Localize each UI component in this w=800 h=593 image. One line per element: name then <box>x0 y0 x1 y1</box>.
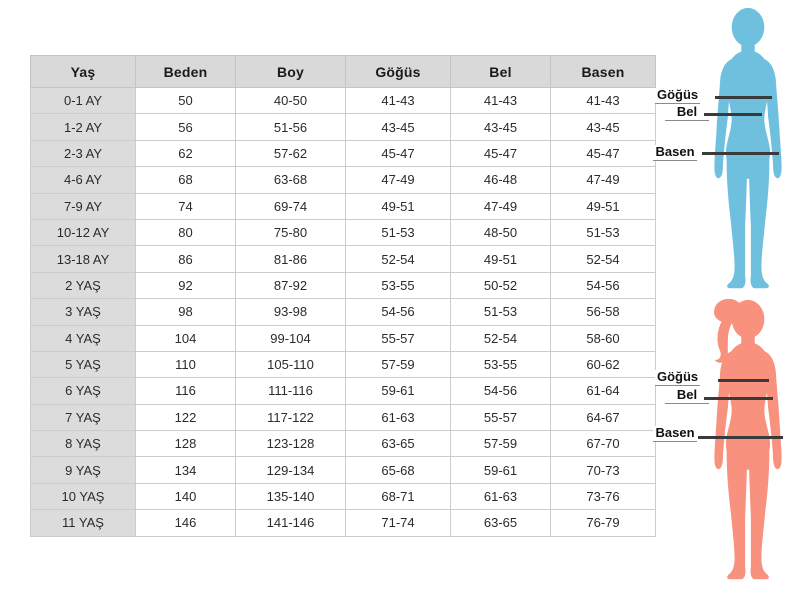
table-cell: 10-12 AY <box>31 219 136 245</box>
table-cell: 61-64 <box>551 378 656 404</box>
table-cell: 45-47 <box>451 140 551 166</box>
girl-hip-measure <box>653 424 697 442</box>
table-cell: 8 YAŞ <box>31 431 136 457</box>
column-header: Bel <box>451 56 551 88</box>
table-cell: 54-56 <box>346 299 451 325</box>
table-cell: 54-56 <box>451 378 551 404</box>
table-cell: 53-55 <box>346 272 451 298</box>
table-cell: 40-50 <box>236 88 346 114</box>
table-cell: 51-53 <box>551 219 656 245</box>
table-cell: 3 YAŞ <box>31 299 136 325</box>
table-row <box>31 325 656 351</box>
table-cell: 92 <box>136 272 236 298</box>
table-cell: 64-67 <box>551 404 656 430</box>
table-cell: 48-50 <box>451 219 551 245</box>
table-cell: 93-98 <box>236 299 346 325</box>
table-cell: 45-47 <box>551 140 656 166</box>
table-cell: 41-43 <box>551 88 656 114</box>
table-cell: 55-57 <box>451 404 551 430</box>
table-cell: 49-51 <box>451 246 551 272</box>
table-cell: 63-65 <box>346 431 451 457</box>
table-cell: 43-45 <box>551 114 656 140</box>
table-cell: 50 <box>136 88 236 114</box>
table-cell: 73-76 <box>551 483 656 509</box>
table-row <box>31 246 656 272</box>
child-chest-measure <box>655 86 700 104</box>
table-row <box>31 140 656 166</box>
table-cell: 56 <box>136 114 236 140</box>
girl-silhouette-figure <box>652 296 800 588</box>
table-cell: 63-65 <box>451 510 551 536</box>
table-body <box>31 88 656 537</box>
table-cell: 50-52 <box>451 272 551 298</box>
table-cell: 75-80 <box>236 219 346 245</box>
table-cell: 76-79 <box>551 510 656 536</box>
table-cell: 2-3 AY <box>31 140 136 166</box>
table-cell: 47-49 <box>451 193 551 219</box>
table-row <box>31 510 656 536</box>
table-row <box>31 272 656 298</box>
chest-label: Göğüs <box>657 369 699 384</box>
table-cell: 49-51 <box>551 193 656 219</box>
child-silhouette-graphic <box>700 6 796 296</box>
table-cell: 141-146 <box>236 510 346 536</box>
table-cell: 7 YAŞ <box>31 404 136 430</box>
table-cell: 134 <box>136 457 236 483</box>
table-cell: 52-54 <box>551 246 656 272</box>
table-cell: 62 <box>136 140 236 166</box>
table-row <box>31 404 656 430</box>
table-cell: 52-54 <box>346 246 451 272</box>
table-cell: 51-56 <box>236 114 346 140</box>
waist-label: Bel <box>665 105 709 121</box>
column-header: Basen <box>551 56 656 88</box>
table-cell: 0-1 AY <box>31 88 136 114</box>
girl-chest-measure <box>655 368 700 386</box>
column-header: Yaş <box>31 56 136 88</box>
table-cell: 67-70 <box>551 431 656 457</box>
table-cell: 60-62 <box>551 351 656 377</box>
table-cell: 99-104 <box>236 325 346 351</box>
table-cell: 140 <box>136 483 236 509</box>
table-cell: 10 YAŞ <box>31 483 136 509</box>
table-cell: 146 <box>136 510 236 536</box>
table-header-row <box>31 56 656 88</box>
table-cell: 46-48 <box>451 167 551 193</box>
table-cell: 51-53 <box>346 219 451 245</box>
table-cell: 9 YAŞ <box>31 457 136 483</box>
waist-measure-line <box>704 113 762 116</box>
table-cell: 57-59 <box>451 431 551 457</box>
table-cell: 87-92 <box>236 272 346 298</box>
table-cell: 59-61 <box>451 457 551 483</box>
table-cell: 68 <box>136 167 236 193</box>
table-cell: 59-61 <box>346 378 451 404</box>
table-row <box>31 351 656 377</box>
table-cell: 57-59 <box>346 351 451 377</box>
table-cell: 61-63 <box>346 404 451 430</box>
table-cell: 128 <box>136 431 236 457</box>
table-row <box>31 88 656 114</box>
table-cell: 68-71 <box>346 483 451 509</box>
table-row <box>31 167 656 193</box>
column-header: Beden <box>136 56 236 88</box>
table-cell: 110 <box>136 351 236 377</box>
table-cell: 2 YAŞ <box>31 272 136 298</box>
table-cell: 54-56 <box>551 272 656 298</box>
table-cell: 45-47 <box>346 140 451 166</box>
table-cell: 43-45 <box>346 114 451 140</box>
table-cell: 56-58 <box>551 299 656 325</box>
size-chart-table <box>30 55 656 537</box>
table-row <box>31 114 656 140</box>
table-cell: 104 <box>136 325 236 351</box>
table-row <box>31 483 656 509</box>
child-hip-measure <box>653 143 697 161</box>
table-cell: 71-74 <box>346 510 451 536</box>
hip-label: Basen <box>653 426 697 442</box>
table-cell: 47-49 <box>346 167 451 193</box>
table-cell: 7-9 AY <box>31 193 136 219</box>
hip-measure-line <box>702 152 779 155</box>
table-cell: 41-43 <box>451 88 551 114</box>
table-row <box>31 193 656 219</box>
table-cell: 49-51 <box>346 193 451 219</box>
table-cell: 122 <box>136 404 236 430</box>
table-cell: 4-6 AY <box>31 167 136 193</box>
table-cell: 74 <box>136 193 236 219</box>
table-cell: 43-45 <box>451 114 551 140</box>
waist-label: Bel <box>665 388 709 404</box>
table-row <box>31 457 656 483</box>
child-waist-measure <box>665 103 709 121</box>
waist-measure-line <box>704 397 773 400</box>
table-cell: 57-62 <box>236 140 346 166</box>
table-cell: 129-134 <box>236 457 346 483</box>
table-cell: 5 YAŞ <box>31 351 136 377</box>
table-cell: 51-53 <box>451 299 551 325</box>
table-cell: 69-74 <box>236 193 346 219</box>
table-cell: 111-116 <box>236 378 346 404</box>
table-cell: 1-2 AY <box>31 114 136 140</box>
table-cell: 4 YAŞ <box>31 325 136 351</box>
table-cell: 86 <box>136 246 236 272</box>
table-row <box>31 378 656 404</box>
table-cell: 98 <box>136 299 236 325</box>
table-cell: 135-140 <box>236 483 346 509</box>
girl-silhouette-graphic <box>700 296 796 586</box>
chest-label: Göğüs <box>657 87 699 102</box>
table-cell: 53-55 <box>451 351 551 377</box>
table-cell: 117-122 <box>236 404 346 430</box>
chest-measure-line <box>718 379 769 382</box>
table-cell: 11 YAŞ <box>31 510 136 536</box>
table-cell: 63-68 <box>236 167 346 193</box>
table-cell: 81-86 <box>236 246 346 272</box>
table-cell: 70-73 <box>551 457 656 483</box>
table-cell: 65-68 <box>346 457 451 483</box>
hip-label: Basen <box>653 145 697 161</box>
chest-measure-line <box>715 96 772 99</box>
table-cell: 6 YAŞ <box>31 378 136 404</box>
table-cell: 61-63 <box>451 483 551 509</box>
child-silhouette-figure <box>652 6 800 298</box>
table-row <box>31 219 656 245</box>
table-cell: 52-54 <box>451 325 551 351</box>
table-cell: 123-128 <box>236 431 346 457</box>
table-cell: 47-49 <box>551 167 656 193</box>
table-row <box>31 431 656 457</box>
table-cell: 58-60 <box>551 325 656 351</box>
column-header: Göğüs <box>346 56 451 88</box>
table-row <box>31 299 656 325</box>
hip-measure-line <box>698 436 783 439</box>
table-cell: 80 <box>136 219 236 245</box>
girl-waist-measure <box>665 386 709 404</box>
table-cell: 116 <box>136 378 236 404</box>
column-header: Boy <box>236 56 346 88</box>
table-cell: 105-110 <box>236 351 346 377</box>
table-header <box>31 56 656 88</box>
table-cell: 41-43 <box>346 88 451 114</box>
table-cell: 55-57 <box>346 325 451 351</box>
table-cell: 13-18 AY <box>31 246 136 272</box>
